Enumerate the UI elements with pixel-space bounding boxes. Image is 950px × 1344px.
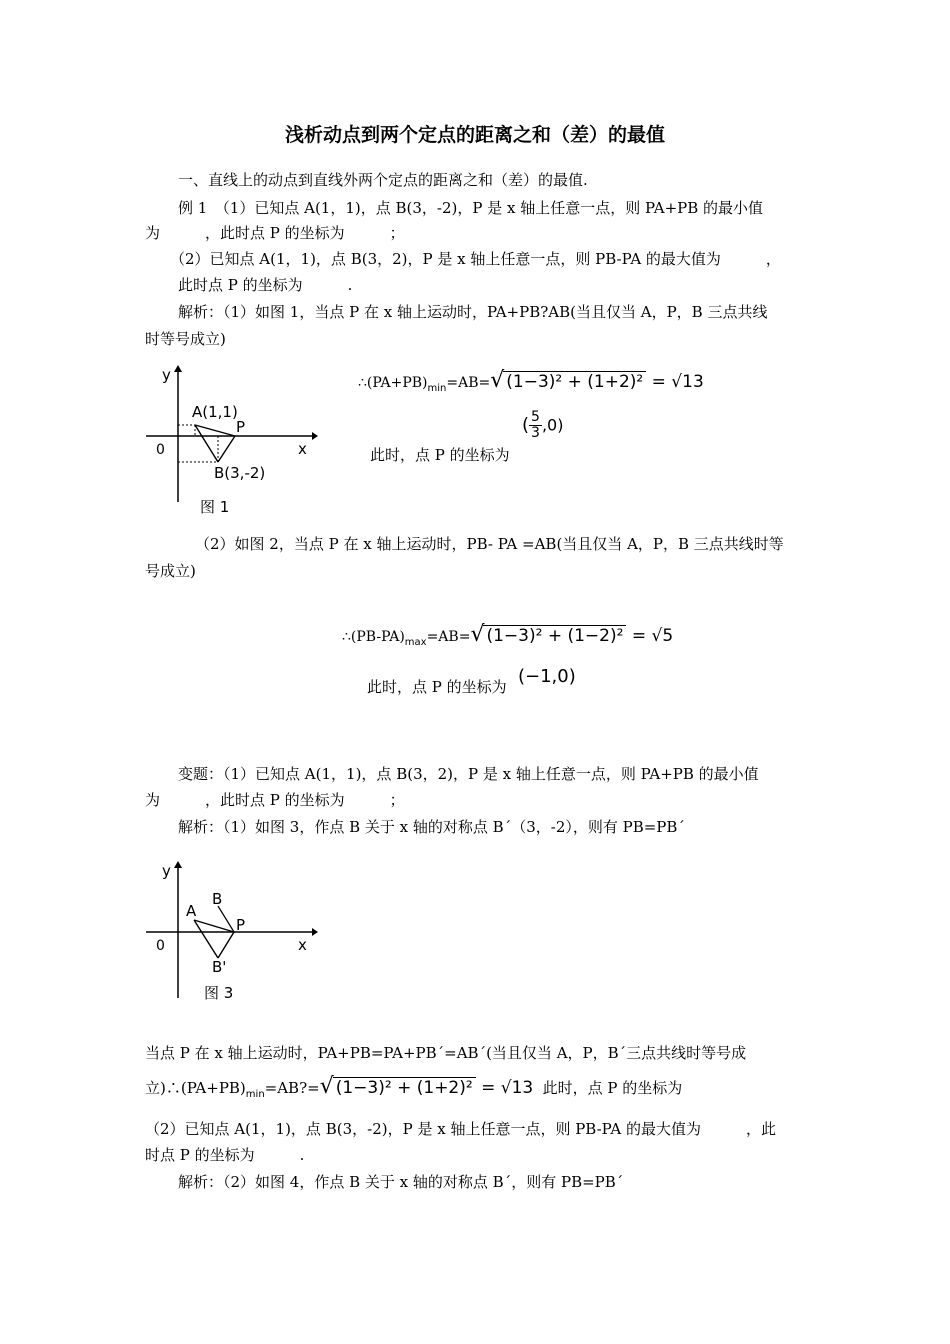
p2-coordinate-value: (−1,0) [518,666,576,687]
example1-part2-line1: （2）已知点 A(1，1)，点 B(3，2)，P 是 x 轴上任意一点，则 PB-PA 的最大值为 ， [170,250,781,268]
fig1-origin-label: 0 [156,442,165,458]
example1-line2: 为 ，此时点 P 的坐标为 ； [145,224,405,242]
fig1-y-label: y [162,366,171,384]
variant-line1: 变题：（1）已知点 A(1，1)，点 B(3，2)，P 是 x 轴上任意一点，则 PA+PB 的最小值 [178,765,759,783]
p2-coordinate-text: 此时，点 P 的坐标为 [367,678,507,696]
example1-part2-line2: 此时点 P 的坐标为 . [178,276,353,294]
analysis3-line: 解析：（1）如图 3，作点 B 关于 x 轴的对称点 B´（3，-2），则有 PB=PB´ [178,818,685,836]
fig3-point-p: P [236,916,246,934]
variant-line2: 为 ，此时点 P 的坐标为 ； [145,791,405,809]
figure-3 [140,858,330,1008]
p1-coordinate-value: ( $\frac{5}{3}$ ,0) [522,409,564,441]
figure-1 [140,362,330,522]
equation-1: $\therefore(PA+PB)_{min}=AB=√$ (1−3)² + (1+2)² = √13 [358,368,704,394]
equation-2: $\therefore(PB-PA)_{max}=AB=√$ (1−3)² + (1−2)² = √5 [342,622,674,648]
fig3-y-label: y [162,862,171,880]
page-title: 浅析动点到两个定点的距离之和（差）的最值 [284,124,665,146]
analysis1-line1: 解析：（1）如图 1，当点 P 在 x 轴上运动时，PA+PB?AB(当且仅当 A，P，B 三点共线 [178,303,768,321]
example2-line1: （2）已知点 A(1，1)，点 B(3，-2)，P 是 x 轴上任意一点，则 PB-PA 的最大值为 ，此 [145,1120,776,1138]
p1-coordinate-text: 此时，点 P 的坐标为 [370,446,510,464]
fig3-point-a: A [186,902,197,920]
fig1-point-a: A(1,1) [192,403,238,421]
fig1-x-label: x [298,440,307,458]
fig3-origin-label: 0 [156,938,165,954]
analysis1-line2: 时等号成立) [145,330,226,348]
fig3-caption: 图 3 [204,984,234,1002]
equation-3: 立)$\therefore(PA+PB)_{min}=AB?=√$ (1−3)² + (1+2)² = √13 此时，点 P 的坐标为 [145,1074,683,1100]
fig3-point-b: B [212,890,223,908]
analysis2-line2: 号成立) [145,562,196,580]
fig1-point-p: P [236,418,246,436]
example2-line2: 时点 P 的坐标为 . [145,1146,305,1164]
fig1-point-b: B(3,-2) [214,464,266,482]
example1-line1: 例 1 （1）已知点 A(1，1)，点 B(3，-2)，P 是 x 轴上任意一点，则 PA+PB 的最小值 [178,199,764,217]
fig3-x-label: x [298,936,307,954]
analysis2-line1: （2）如图 2，当点 P 在 x 轴上运动时，PB- PA =AB(当且仅当 A，P，B 三点共线时等 [195,535,784,553]
fig3-point-b-prime: B' [212,958,227,976]
section-heading: 一、直线上的动点到直线外两个定点的距离之和（差）的最值. [178,171,588,189]
analysis3-cont-line1: 当点 P 在 x 轴上运动时，PA+PB=PA+PB´=AB´(当且仅当 A，P，B´三点共线时等号成 [145,1044,747,1062]
analysis4-line: 解析：（2）如图 4，作点 B 关于 x 轴的对称点 B´，则有 PB=PB´ [178,1173,624,1191]
fig1-caption: 图 1 [200,498,230,516]
